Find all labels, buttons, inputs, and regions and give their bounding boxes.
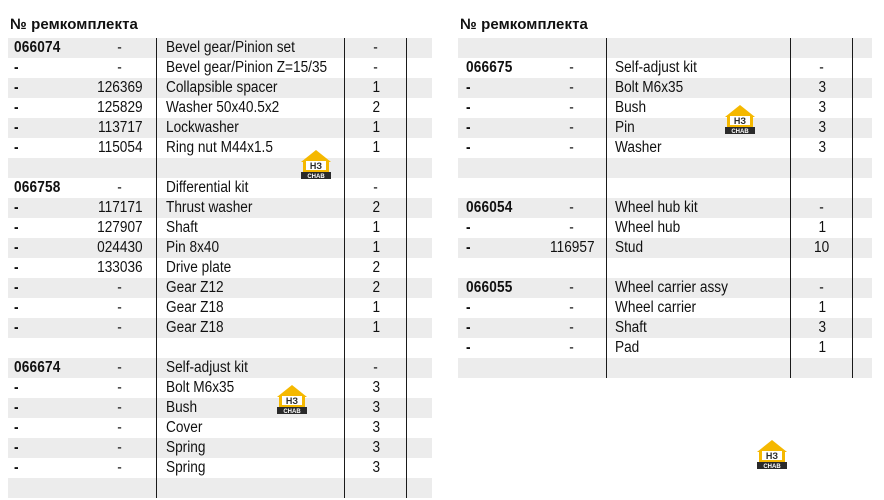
part-ref	[72, 478, 168, 498]
part-description: Lockwasher	[166, 119, 239, 136]
part-description: Bevel gear/Pinion Z=15/35	[166, 59, 328, 76]
part-code: -	[466, 239, 471, 256]
part-code: 066675	[466, 59, 513, 76]
table-row	[8, 358, 432, 378]
part-code: -	[466, 99, 471, 116]
table-row	[8, 298, 432, 318]
part-qty: 1	[818, 219, 826, 236]
table-row	[8, 278, 432, 298]
column-divider	[606, 38, 607, 378]
part-qty: 3	[372, 399, 380, 416]
part-description: Differential kit	[166, 179, 249, 196]
part-code: -	[14, 99, 19, 116]
part-description: Collapsible spacer	[166, 79, 278, 96]
part-qty: 3	[818, 79, 826, 96]
part-qty: 3	[818, 119, 826, 136]
table-row	[8, 418, 432, 438]
part-qty: -	[373, 179, 379, 196]
table-row	[458, 78, 872, 98]
part-ref: -	[117, 39, 123, 56]
part-ref: 133036	[97, 259, 143, 276]
part-ref: -	[117, 359, 123, 376]
part-ref: -	[569, 119, 575, 136]
table-row	[458, 238, 872, 258]
part-code: -	[14, 119, 19, 136]
part-ref	[72, 158, 168, 178]
table-row	[458, 298, 872, 318]
part-ref: 125829	[97, 99, 143, 116]
part-description: Wheel hub	[615, 219, 681, 236]
part-qty: 2	[372, 259, 380, 276]
table-row	[8, 158, 432, 178]
part-code: -	[14, 419, 19, 436]
part-code: -	[14, 279, 19, 296]
table-row	[8, 178, 432, 198]
part-ref: -	[569, 319, 575, 336]
house-logo-icon	[274, 383, 310, 415]
part-code: -	[14, 139, 19, 156]
svg-text:НЗ: НЗ	[733, 116, 747, 126]
part-ref: -	[117, 439, 123, 456]
part-description: Spring	[166, 459, 206, 476]
table-row	[458, 278, 872, 298]
part-qty: 3	[818, 139, 826, 156]
part-description: Shaft	[166, 219, 198, 236]
part-qty: 1	[818, 339, 826, 356]
part-description	[615, 258, 795, 278]
part-qty: 3	[372, 439, 380, 456]
part-description	[615, 358, 795, 378]
part-code: -	[466, 339, 471, 356]
table-row	[458, 158, 872, 178]
part-qty: 3	[818, 99, 826, 116]
part-code: -	[466, 119, 471, 136]
part-ref: -	[117, 419, 123, 436]
part-code: -	[14, 379, 19, 396]
part-description: Bush	[615, 99, 647, 116]
part-ref: -	[117, 299, 123, 316]
svg-text:НЗ: НЗ	[765, 451, 779, 461]
part-description: Bush	[166, 399, 198, 416]
brand-logo-2	[274, 383, 310, 415]
part-ref: 115054	[97, 139, 143, 156]
part-qty: -	[373, 39, 379, 56]
svg-text:НЗ: НЗ	[285, 396, 299, 406]
part-description: Stud	[615, 239, 644, 256]
part-code: -	[14, 259, 19, 276]
part-description	[166, 478, 346, 498]
svg-text:НЗ: НЗ	[309, 161, 323, 171]
part-ref: -	[117, 399, 123, 416]
part-ref: -	[569, 59, 575, 76]
part-description	[615, 38, 795, 58]
table-row	[8, 118, 432, 138]
table-row	[8, 218, 432, 238]
part-code: 066074	[14, 39, 61, 56]
part-description: Pin 8x40	[166, 239, 220, 256]
table-row	[8, 478, 432, 498]
part-code: -	[14, 299, 19, 316]
table-row	[8, 238, 432, 258]
brand-logo-3	[722, 103, 758, 135]
part-code: -	[466, 219, 471, 236]
part-qty: 1	[372, 299, 380, 316]
part-ref: -	[569, 99, 575, 116]
part-description: Gear Z18	[166, 299, 224, 316]
part-qty: -	[373, 359, 379, 376]
table-row	[8, 378, 432, 398]
house-logo-icon	[298, 148, 334, 180]
part-code: -	[466, 139, 471, 156]
part-description: Shaft	[615, 319, 647, 336]
right-title: № ремкомплекта	[460, 16, 588, 33]
column-divider	[156, 38, 157, 498]
part-qty: 3	[372, 379, 380, 396]
part-qty: 1	[372, 119, 380, 136]
part-code: -	[14, 199, 19, 216]
table-row	[8, 78, 432, 98]
part-ref: -	[569, 199, 575, 216]
table-row	[458, 138, 872, 158]
part-description: Washer 50x40.5x2	[166, 99, 280, 116]
part-description: Wheel carrier assy	[615, 279, 728, 296]
part-ref: 126369	[97, 79, 143, 96]
part-code: -	[466, 319, 471, 336]
table-row	[458, 198, 872, 218]
part-ref: 117171	[97, 199, 143, 216]
table-row	[8, 338, 432, 358]
part-description: Bolt M6x35	[615, 79, 684, 96]
part-code: -	[466, 299, 471, 316]
table-row	[8, 58, 432, 78]
table-row	[8, 38, 432, 58]
table-row	[8, 318, 432, 338]
table-row	[8, 98, 432, 118]
part-description: Washer	[615, 139, 662, 156]
table-row	[458, 338, 872, 358]
house-logo-icon	[754, 438, 790, 470]
table-row	[8, 138, 432, 158]
part-code: -	[14, 319, 19, 336]
part-ref: -	[569, 299, 575, 316]
part-code: 066055	[466, 279, 513, 296]
part-description: Self-adjust kit	[166, 359, 248, 376]
part-qty: 1	[372, 239, 380, 256]
part-description: Self-adjust kit	[615, 59, 697, 76]
part-description: Drive plate	[166, 259, 232, 276]
part-qty	[344, 158, 408, 178]
table-row	[458, 258, 872, 278]
part-qty: 2	[372, 199, 380, 216]
part-ref: 127907	[97, 219, 143, 236]
part-code: 066674	[14, 359, 61, 376]
left-parts-table	[8, 38, 432, 498]
part-description: Pad	[615, 339, 640, 356]
part-qty	[790, 258, 854, 278]
part-description: Thrust washer	[166, 199, 253, 216]
house-logo-icon	[722, 103, 758, 135]
part-code: -	[14, 219, 19, 236]
table-row	[458, 358, 872, 378]
part-qty: -	[373, 59, 379, 76]
part-description: Bevel gear/Pinion set	[166, 39, 295, 56]
part-ref: 116957	[549, 239, 595, 256]
table-row	[458, 118, 872, 138]
table-row	[458, 58, 872, 78]
part-description: Cover	[166, 419, 203, 436]
svg-text:CHAB: CHAB	[307, 174, 325, 180]
part-description: Ring nut M44x1.5	[166, 139, 273, 156]
part-qty: 1	[372, 139, 380, 156]
column-divider	[852, 38, 853, 378]
part-description: Bolt M6x35	[166, 379, 235, 396]
part-code: -	[14, 59, 19, 76]
part-code: -	[14, 459, 19, 476]
column-divider	[790, 38, 791, 378]
part-description: Gear Z12	[166, 279, 224, 296]
part-qty: 10	[814, 239, 830, 256]
column-divider	[344, 38, 345, 498]
part-qty	[344, 338, 408, 358]
column-divider	[406, 38, 407, 498]
part-ref: -	[117, 379, 123, 396]
brand-logo-4	[754, 438, 790, 470]
table-row	[8, 438, 432, 458]
part-code: -	[466, 79, 471, 96]
part-code: -	[14, 399, 19, 416]
part-code: 066054	[466, 199, 513, 216]
table-row	[8, 398, 432, 418]
table-row	[8, 198, 432, 218]
part-description: Wheel carrier	[615, 299, 697, 316]
part-ref: -	[569, 139, 575, 156]
part-qty: 2	[372, 99, 380, 116]
table-row	[458, 318, 872, 338]
part-code: -	[14, 239, 19, 256]
part-description: Gear Z18	[166, 319, 224, 336]
part-code: 066758	[14, 179, 61, 196]
part-qty	[790, 158, 854, 178]
part-ref: -	[117, 59, 123, 76]
part-ref: 024430	[97, 239, 143, 256]
part-qty: 3	[372, 459, 380, 476]
table-row	[458, 38, 872, 58]
part-ref: -	[117, 319, 123, 336]
part-qty: -	[819, 59, 825, 76]
part-description	[615, 178, 795, 198]
part-code: -	[14, 439, 19, 456]
part-qty: -	[819, 279, 825, 296]
table-row	[458, 218, 872, 238]
part-qty	[790, 358, 854, 378]
part-qty: 1	[372, 79, 380, 96]
part-qty: 1	[372, 319, 380, 336]
part-ref: -	[569, 219, 575, 236]
part-qty	[790, 38, 854, 58]
part-ref: -	[569, 279, 575, 296]
table-row	[8, 258, 432, 278]
part-code: -	[14, 79, 19, 96]
brand-logo-1	[298, 148, 334, 180]
svg-text:CHAB: CHAB	[283, 409, 301, 415]
left-title: № ремкомплекта	[10, 16, 138, 33]
part-description	[166, 338, 346, 358]
part-description: Spring	[166, 439, 206, 456]
part-ref	[72, 338, 168, 358]
part-qty: -	[819, 199, 825, 216]
svg-text:CHAB: CHAB	[731, 129, 749, 135]
part-qty	[344, 478, 408, 498]
part-qty: 1	[372, 219, 380, 236]
svg-text:CHAB: CHAB	[763, 464, 781, 470]
part-qty: 3	[372, 419, 380, 436]
part-ref: 113717	[97, 119, 143, 136]
part-qty	[790, 178, 854, 198]
part-ref: -	[117, 459, 123, 476]
part-ref: -	[117, 179, 123, 196]
part-description: Pin	[615, 119, 635, 136]
table-row	[458, 98, 872, 118]
part-ref: -	[569, 79, 575, 96]
right-parts-table	[458, 38, 872, 378]
table-row	[8, 458, 432, 478]
table-row	[458, 178, 872, 198]
part-qty: 3	[818, 319, 826, 336]
part-ref: -	[569, 339, 575, 356]
part-description	[615, 158, 795, 178]
part-description: Wheel hub kit	[615, 199, 698, 216]
part-ref: -	[117, 279, 123, 296]
part-qty: 1	[818, 299, 826, 316]
part-qty: 2	[372, 279, 380, 296]
